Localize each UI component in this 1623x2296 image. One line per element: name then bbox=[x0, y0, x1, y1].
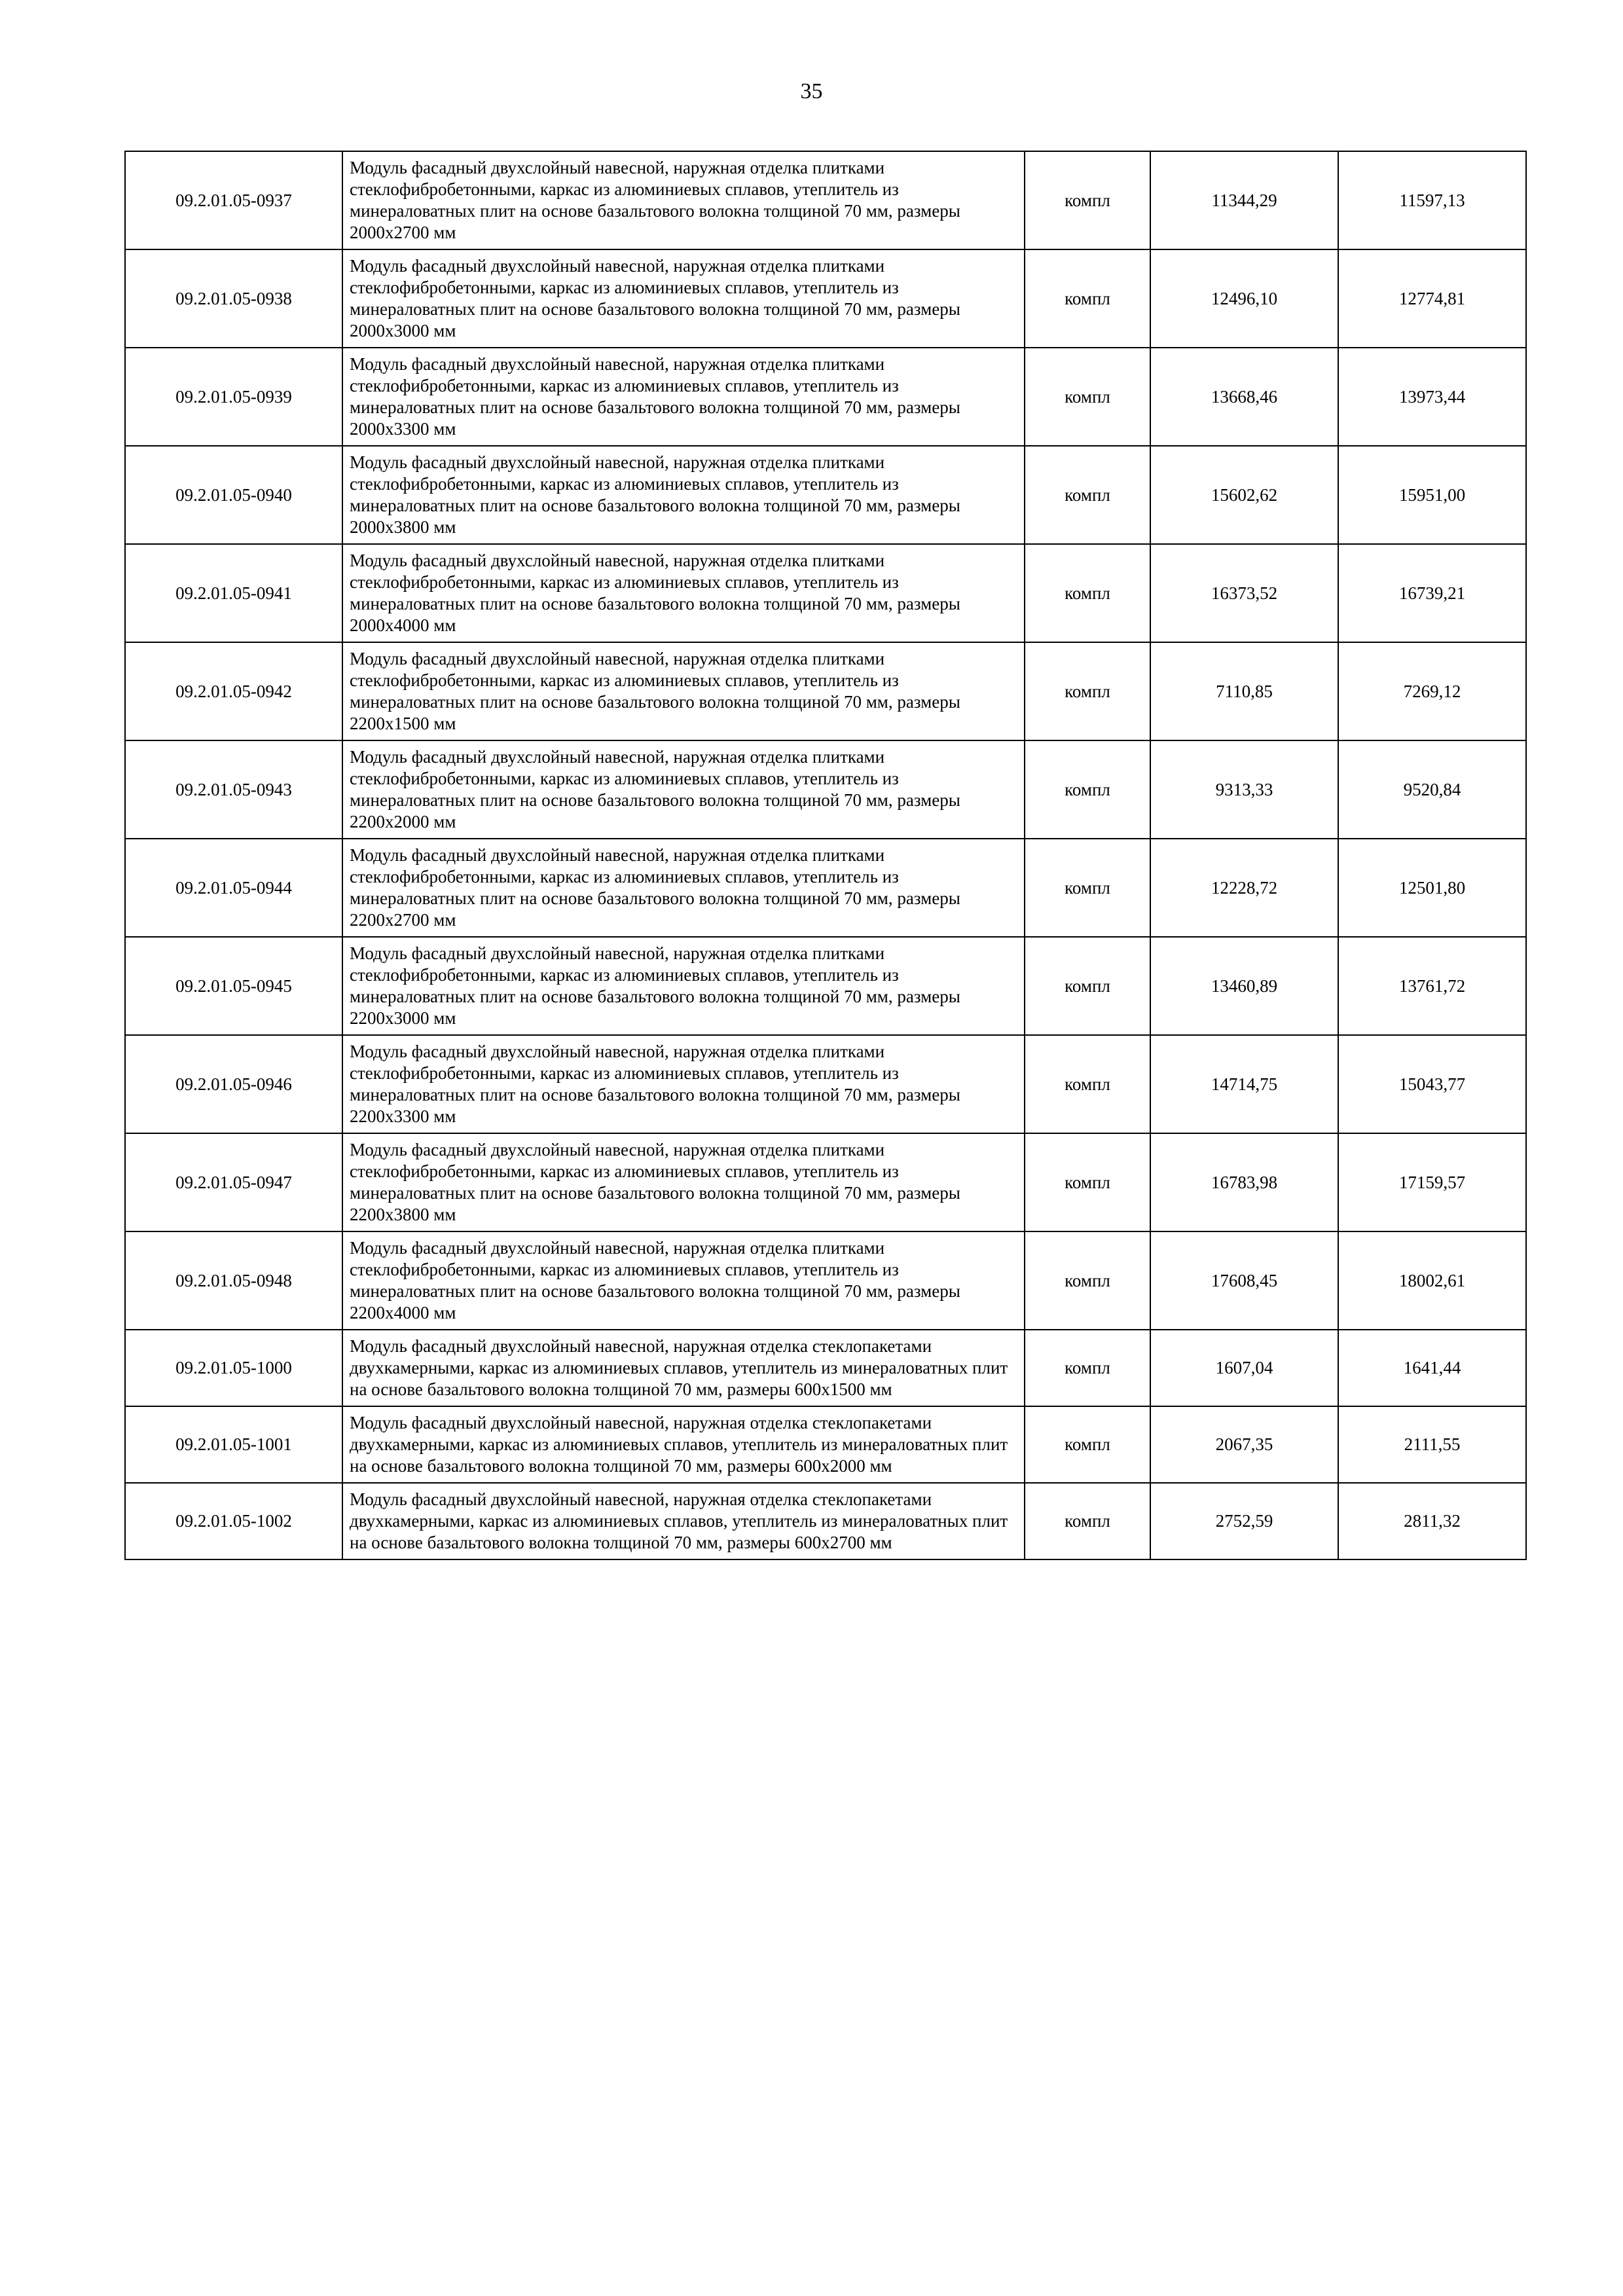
table-row bbox=[125, 1406, 1526, 1483]
row-unit: компл bbox=[1025, 1406, 1150, 1483]
row-unit: компл bbox=[1025, 1231, 1150, 1330]
row-unit: компл bbox=[1025, 446, 1150, 544]
row-code: 09.2.01.05-0939 bbox=[125, 348, 342, 446]
row-description: Модуль фасадный двухслойный навесной, наружная отделка плитками стеклофибробетонными, каркас из алюминиевых сплавов, утеплитель из минераловатных плит на основе базальтового волокна толщиной 70 мм, размеры 2200х1500 мм bbox=[342, 642, 1025, 740]
row-description: Модуль фасадный двухслойный навесной, наружная отделка плитками стеклофибробетонными, каркас из алюминиевых сплавов, утеплитель из минераловатных плит на основе базальтового волокна толщиной 70 мм, размеры 2200х3300 мм bbox=[342, 1035, 1025, 1133]
table-row bbox=[125, 1035, 1526, 1133]
row-code: 09.2.01.05-1002 bbox=[125, 1483, 342, 1559]
table-row bbox=[125, 1483, 1526, 1559]
row-description: Модуль фасадный двухслойный навесной, наружная отделка плитками стеклофибробетонными, каркас из алюминиевых сплавов, утеплитель из минераловатных плит на основе базальтового волокна толщиной 70 мм, размеры 2000х4000 мм bbox=[342, 544, 1025, 642]
row-code: 09.2.01.05-0947 bbox=[125, 1133, 342, 1231]
row-price-1: 14714,75 bbox=[1150, 1035, 1338, 1133]
row-description: Модуль фасадный двухслойный навесной, наружная отделка плитками стеклофибробетонными, каркас из алюминиевых сплавов, утеплитель из минераловатных плит на основе базальтового волокна толщиной 70 мм, размеры 2200х4000 мм bbox=[342, 1231, 1025, 1330]
row-code: 09.2.01.05-1001 bbox=[125, 1406, 342, 1483]
row-price-2: 15951,00 bbox=[1338, 446, 1526, 544]
row-price-1: 12496,10 bbox=[1150, 249, 1338, 348]
row-price-2: 12774,81 bbox=[1338, 249, 1526, 348]
table-row bbox=[125, 1133, 1526, 1231]
row-unit: компл bbox=[1025, 937, 1150, 1035]
table-row bbox=[125, 740, 1526, 839]
row-code: 09.2.01.05-0944 bbox=[125, 839, 342, 937]
row-price-2: 7269,12 bbox=[1338, 642, 1526, 740]
row-price-1: 7110,85 bbox=[1150, 642, 1338, 740]
table-row bbox=[125, 1231, 1526, 1330]
row-unit: компл bbox=[1025, 1483, 1150, 1559]
row-price-1: 15602,62 bbox=[1150, 446, 1338, 544]
row-description: Модуль фасадный двухслойный навесной, наружная отделка плитками стеклофибробетонными, каркас из алюминиевых сплавов, утеплитель из минераловатных плит на основе базальтового волокна толщиной 70 мм, размеры 2000х3000 мм bbox=[342, 249, 1025, 348]
row-code: 09.2.01.05-0940 bbox=[125, 446, 342, 544]
row-unit: компл bbox=[1025, 544, 1150, 642]
row-unit: компл bbox=[1025, 249, 1150, 348]
row-description: Модуль фасадный двухслойный навесной, наружная отделка плитками стеклофибробетонными, каркас из алюминиевых сплавов, утеплитель из минераловатных плит на основе базальтового волокна толщиной 70 мм, размеры 2000х3300 мм bbox=[342, 348, 1025, 446]
row-description: Модуль фасадный двухслойный навесной, наружная отделка плитками стеклофибробетонными, каркас из алюминиевых сплавов, утеплитель из минераловатных плит на основе базальтового волокна толщиной 70 мм, размеры 2200х3000 мм bbox=[342, 937, 1025, 1035]
row-description: Модуль фасадный двухслойный навесной, наружная отделка плитками стеклофибробетонными, каркас из алюминиевых сплавов, утеплитель из минераловатных плит на основе базальтового волокна толщиной 70 мм, размеры 2200х3800 мм bbox=[342, 1133, 1025, 1231]
row-price-1: 12228,72 bbox=[1150, 839, 1338, 937]
price-table-body bbox=[125, 151, 1526, 1559]
price-table bbox=[124, 151, 1527, 1560]
row-unit: компл bbox=[1025, 1133, 1150, 1231]
row-code: 09.2.01.05-0948 bbox=[125, 1231, 342, 1330]
row-price-1: 16783,98 bbox=[1150, 1133, 1338, 1231]
row-unit: компл bbox=[1025, 348, 1150, 446]
row-price-2: 2111,55 bbox=[1338, 1406, 1526, 1483]
row-price-1: 17608,45 bbox=[1150, 1231, 1338, 1330]
row-price-2: 15043,77 bbox=[1338, 1035, 1526, 1133]
row-price-1: 13668,46 bbox=[1150, 348, 1338, 446]
row-price-1: 1607,04 bbox=[1150, 1330, 1338, 1406]
row-price-1: 16373,52 bbox=[1150, 544, 1338, 642]
row-price-2: 17159,57 bbox=[1338, 1133, 1526, 1231]
row-description: Модуль фасадный двухслойный навесной, наружная отделка плитками стеклофибробетонными, каркас из алюминиевых сплавов, утеплитель из минераловатных плит на основе базальтового волокна толщиной 70 мм, размеры 2000х2700 мм bbox=[342, 151, 1025, 249]
row-price-1: 2067,35 bbox=[1150, 1406, 1338, 1483]
row-price-1: 11344,29 bbox=[1150, 151, 1338, 249]
row-description: Модуль фасадный двухслойный навесной, наружная отделка стеклопакетами двухкамерными, каркас из алюминиевых сплавов, утеплитель из минераловатных плит на основе базальтового волокна толщиной 70 мм, размеры 600х2700 мм bbox=[342, 1483, 1025, 1559]
row-code: 09.2.01.05-0943 bbox=[125, 740, 342, 839]
row-code: 09.2.01.05-0938 bbox=[125, 249, 342, 348]
row-price-2: 16739,21 bbox=[1338, 544, 1526, 642]
row-unit: компл bbox=[1025, 839, 1150, 937]
row-price-1: 2752,59 bbox=[1150, 1483, 1338, 1559]
table-row bbox=[125, 1330, 1526, 1406]
row-price-2: 18002,61 bbox=[1338, 1231, 1526, 1330]
row-price-2: 1641,44 bbox=[1338, 1330, 1526, 1406]
row-price-2: 12501,80 bbox=[1338, 839, 1526, 937]
row-code: 09.2.01.05-0942 bbox=[125, 642, 342, 740]
table-row bbox=[125, 642, 1526, 740]
table-row bbox=[125, 348, 1526, 446]
row-unit: компл bbox=[1025, 642, 1150, 740]
row-price-2: 13973,44 bbox=[1338, 348, 1526, 446]
row-unit: компл bbox=[1025, 740, 1150, 839]
row-description: Модуль фасадный двухслойный навесной, наружная отделка плитками стеклофибробетонными, каркас из алюминиевых сплавов, утеплитель из минераловатных плит на основе базальтового волокна толщиной 70 мм, размеры 2200х2000 мм bbox=[342, 740, 1025, 839]
row-description: Модуль фасадный двухслойный навесной, наружная отделка стеклопакетами двухкамерными, каркас из алюминиевых сплавов, утеплитель из минераловатных плит на основе базальтового волокна толщиной 70 мм, размеры 600х1500 мм bbox=[342, 1330, 1025, 1406]
table-row bbox=[125, 446, 1526, 544]
row-price-2: 2811,32 bbox=[1338, 1483, 1526, 1559]
row-code: 09.2.01.05-1000 bbox=[125, 1330, 342, 1406]
row-description: Модуль фасадный двухслойный навесной, наружная отделка плитками стеклофибробетонными, каркас из алюминиевых сплавов, утеплитель из минераловатных плит на основе базальтового волокна толщиной 70 мм, размеры 2000х3800 мм bbox=[342, 446, 1025, 544]
page-number: 35 bbox=[800, 79, 823, 103]
row-description: Модуль фасадный двухслойный навесной, наружная отделка плитками стеклофибробетонными, каркас из алюминиевых сплавов, утеплитель из минераловатных плит на основе базальтового волокна толщиной 70 мм, размеры 2200х2700 мм bbox=[342, 839, 1025, 937]
row-unit: компл bbox=[1025, 1330, 1150, 1406]
row-price-1: 13460,89 bbox=[1150, 937, 1338, 1035]
row-unit: компл bbox=[1025, 1035, 1150, 1133]
table-row bbox=[125, 151, 1526, 249]
row-price-2: 11597,13 bbox=[1338, 151, 1526, 249]
row-price-2: 9520,84 bbox=[1338, 740, 1526, 839]
row-code: 09.2.01.05-0937 bbox=[125, 151, 342, 249]
table-row bbox=[125, 544, 1526, 642]
row-description: Модуль фасадный двухслойный навесной, наружная отделка стеклопакетами двухкамерными, каркас из алюминиевых сплавов, утеплитель из минераловатных плит на основе базальтового волокна толщиной 70 мм, размеры 600х2000 мм bbox=[342, 1406, 1025, 1483]
row-code: 09.2.01.05-0946 bbox=[125, 1035, 342, 1133]
row-price-1: 9313,33 bbox=[1150, 740, 1338, 839]
row-code: 09.2.01.05-0941 bbox=[125, 544, 342, 642]
row-code: 09.2.01.05-0945 bbox=[125, 937, 342, 1035]
table-row bbox=[125, 249, 1526, 348]
table-row bbox=[125, 839, 1526, 937]
table-row bbox=[125, 937, 1526, 1035]
row-unit: компл bbox=[1025, 151, 1150, 249]
row-price-2: 13761,72 bbox=[1338, 937, 1526, 1035]
